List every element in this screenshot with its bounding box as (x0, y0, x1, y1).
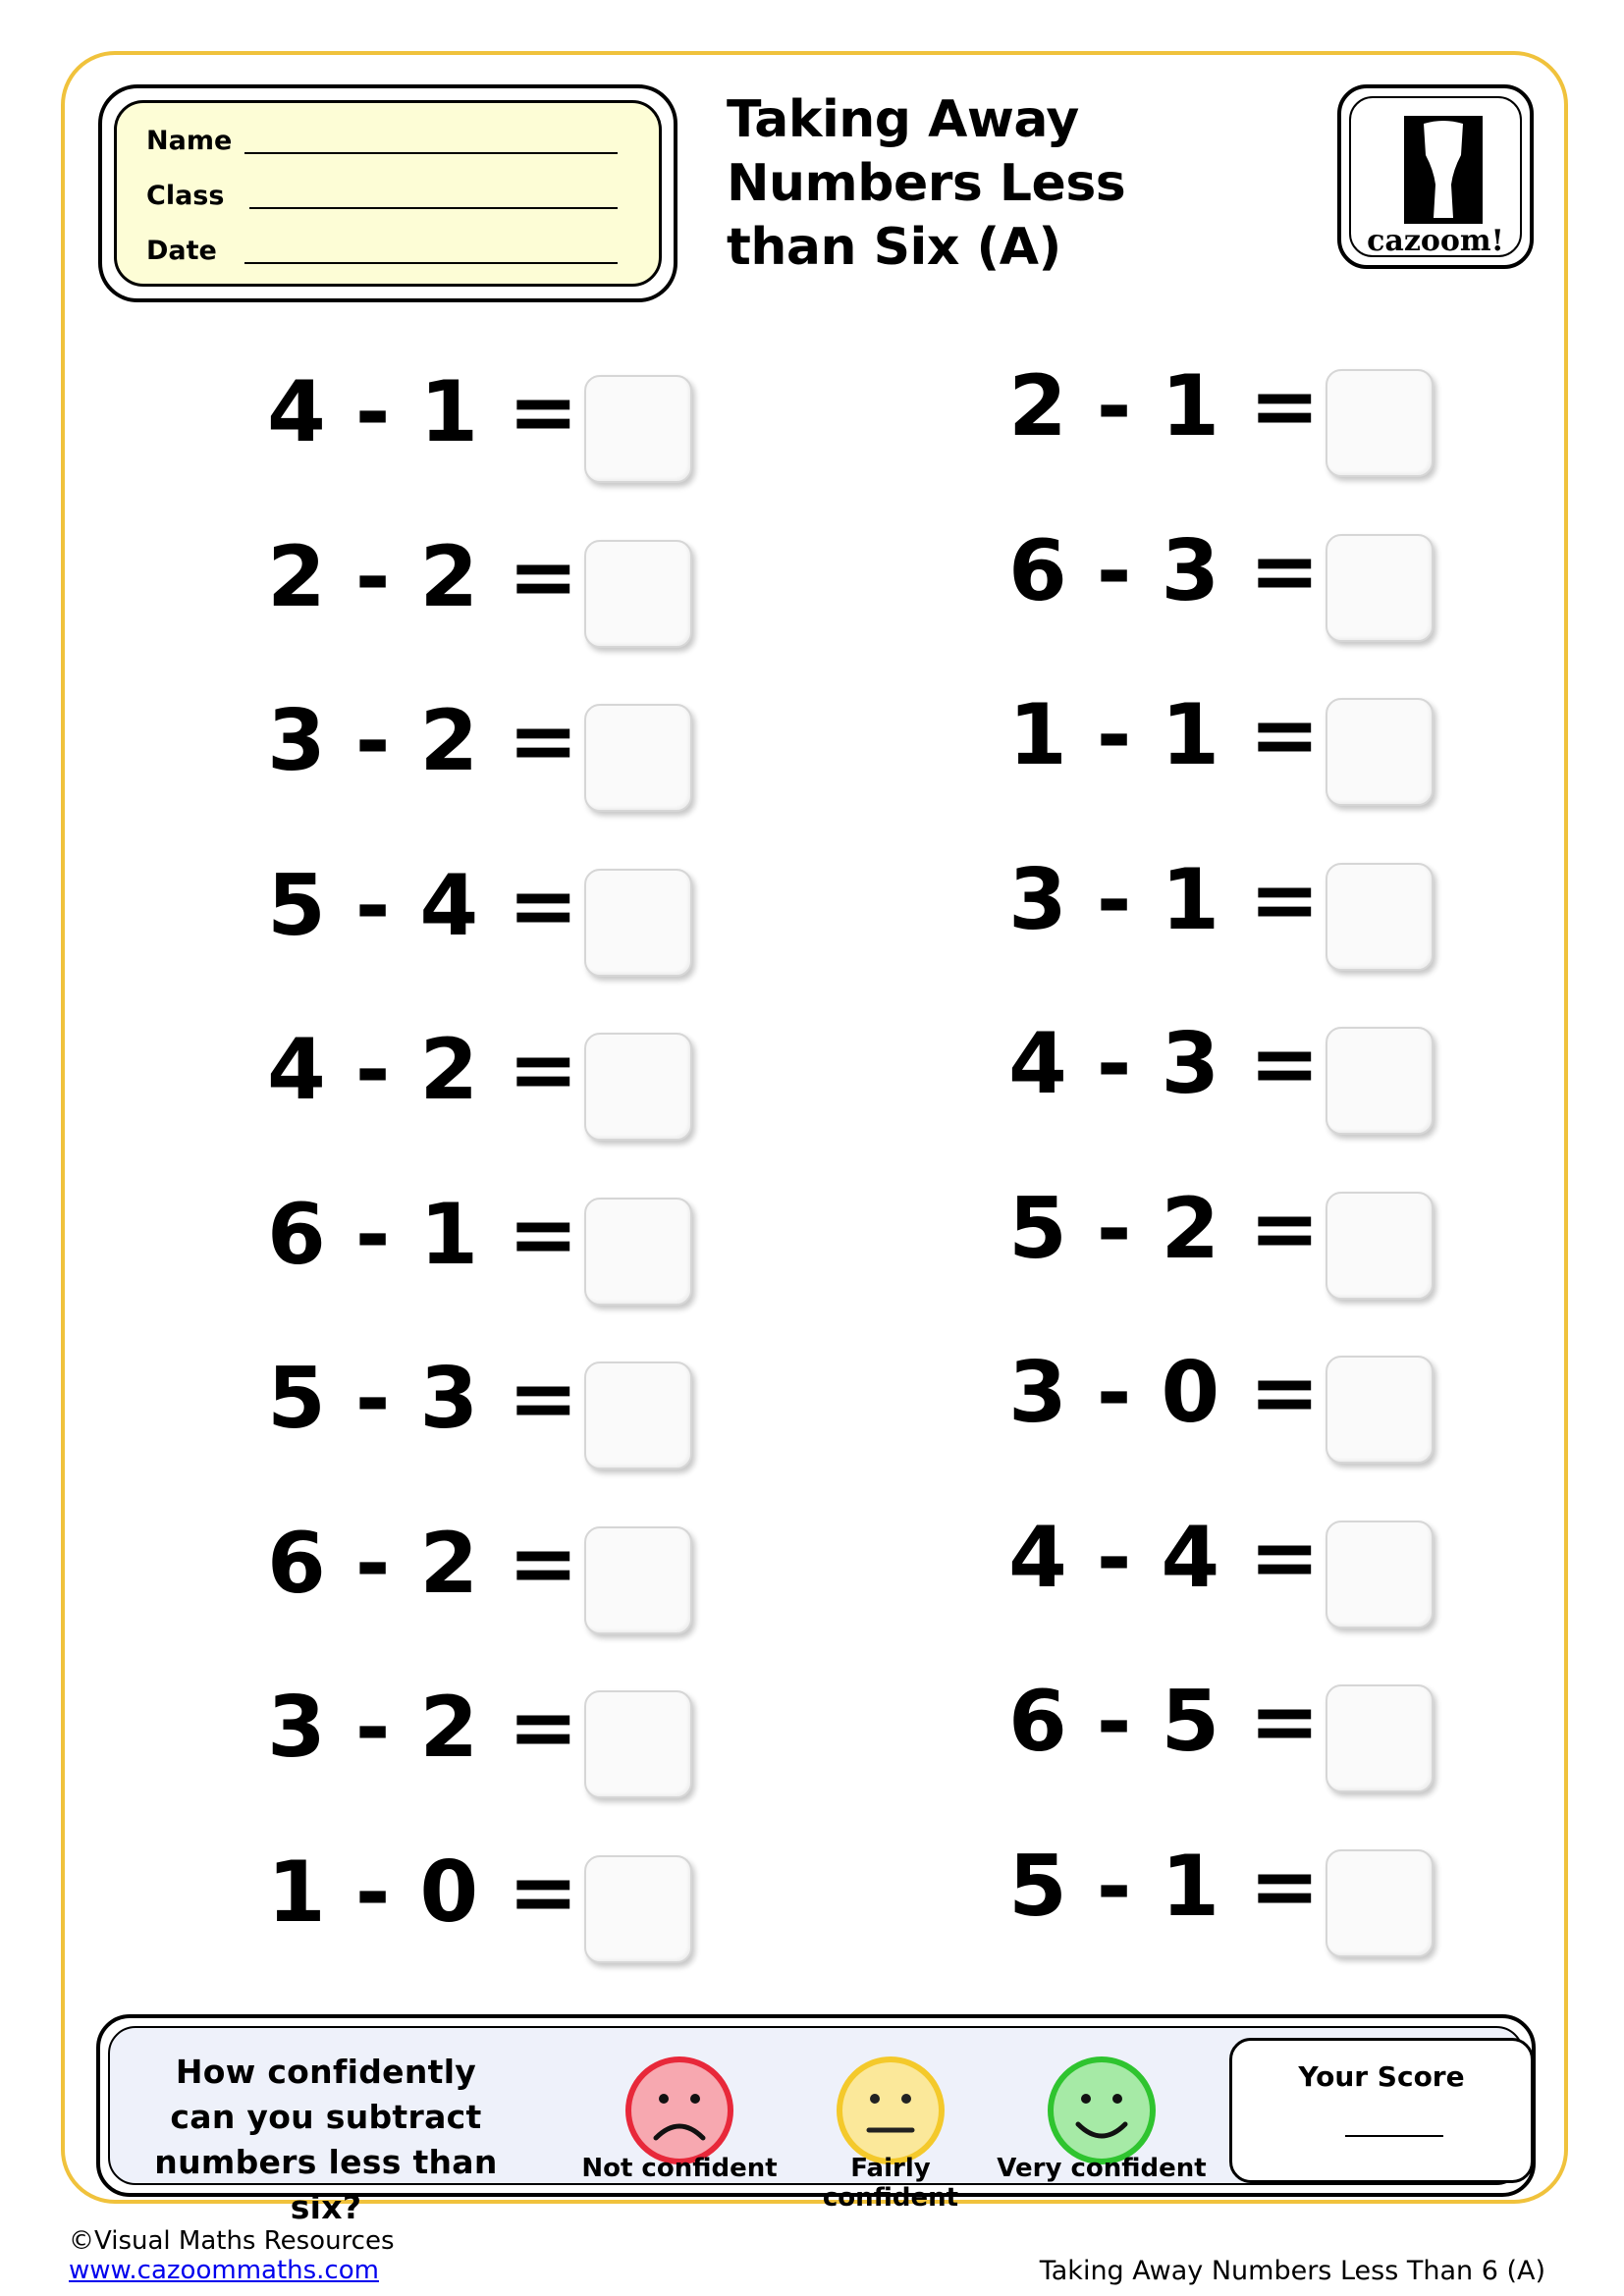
footer-worksheet-title: Taking Away Numbers Less Than 6 (A) (1039, 2256, 1545, 2286)
question-row (1008, 1828, 1519, 1946)
question-row (267, 1834, 778, 1951)
question-row (267, 1669, 778, 1787)
question-row (1008, 1005, 1519, 1123)
answer-box[interactable] (584, 1033, 692, 1141)
class-label: Class (146, 181, 225, 211)
question-row (267, 1176, 778, 1294)
question-text: 2 - 2 = (267, 527, 579, 626)
student-info-box (98, 84, 677, 302)
answer-box[interactable] (1326, 534, 1434, 642)
question-row (1008, 676, 1519, 794)
website-link[interactable]: www.cazoommaths.com (69, 2256, 379, 2285)
copyright-text: ©Visual Maths Resources (69, 2226, 395, 2256)
answer-box[interactable] (1326, 698, 1434, 806)
question-row (267, 1505, 778, 1623)
question-text: 2 - 1 = (1008, 357, 1321, 455)
question-text: 3 - 0 = (1008, 1344, 1321, 1442)
name-line[interactable] (244, 152, 618, 154)
date-line[interactable] (244, 262, 618, 264)
answer-box[interactable] (584, 1855, 692, 1963)
question-text: 4 - 4 = (1008, 1508, 1321, 1607)
answer-box[interactable] (1326, 863, 1434, 971)
answer-box[interactable] (584, 375, 692, 483)
question-row (1008, 1499, 1519, 1617)
drum-logo-icon (1404, 116, 1483, 224)
confidence-question: How confidently can you subtract numbers less than six? (154, 2053, 498, 2226)
answer-box[interactable] (584, 1526, 692, 1634)
date-label: Date (146, 236, 217, 266)
question-row (1008, 1170, 1519, 1288)
question-text: 1 - 1 = (1008, 686, 1321, 784)
question-row (267, 847, 778, 965)
question-row (267, 1011, 778, 1129)
logo-text: cazoom! (1367, 224, 1504, 258)
score-box[interactable] (1229, 2038, 1534, 2183)
answer-box[interactable] (1326, 1849, 1434, 1957)
question-text: 3 - 2 = (267, 692, 579, 790)
title-line-3: than Six (A) (727, 218, 1061, 277)
confidence-panel (96, 2014, 1536, 2226)
answer-box[interactable] (584, 704, 692, 812)
question-text: 5 - 3 = (267, 1350, 579, 1448)
question-text: 4 - 1 = (267, 363, 579, 461)
score-label: Your Score (1298, 2060, 1465, 2093)
question-text: 4 - 3 = (1008, 1015, 1321, 1113)
question-text: 5 - 1 = (1008, 1837, 1321, 1936)
question-row (1008, 1334, 1519, 1452)
answer-box[interactable] (584, 869, 692, 977)
question-text: 5 - 4 = (267, 856, 579, 955)
question-text: 6 - 3 = (1008, 521, 1321, 620)
answer-box[interactable] (1326, 1521, 1434, 1629)
question-text: 6 - 2 = (267, 1514, 579, 1613)
answer-box[interactable] (1326, 1027, 1434, 1135)
answer-box[interactable] (1326, 1356, 1434, 1464)
answer-box[interactable] (584, 540, 692, 648)
question-text: 3 - 2 = (267, 1679, 579, 1777)
question-row (267, 1340, 778, 1458)
answer-box[interactable] (584, 1362, 692, 1469)
name-label: Name (146, 126, 233, 156)
question-row (1008, 841, 1519, 959)
question-row (1008, 512, 1519, 630)
title-line-1: Taking Away (727, 90, 1079, 149)
answer-box[interactable] (584, 1198, 692, 1306)
cazoom-logo (1337, 84, 1534, 269)
class-row[interactable] (146, 176, 618, 215)
score-line[interactable] (1345, 2135, 1443, 2137)
question-text: 6 - 5 = (1008, 1673, 1321, 1771)
question-row (267, 682, 778, 800)
title-line-2: Numbers Less (727, 154, 1126, 213)
question-text: 1 - 0 = (267, 1842, 579, 1942)
answer-box[interactable] (584, 1690, 692, 1798)
question-text: 4 - 2 = (267, 1021, 579, 1119)
answer-box[interactable] (1326, 369, 1434, 477)
question-row (1008, 1663, 1519, 1781)
question-text: 5 - 2 = (1008, 1179, 1321, 1278)
date-row[interactable] (146, 231, 618, 270)
answer-box[interactable] (1326, 1684, 1434, 1792)
fairly-confident-label: Fairly confident (822, 2154, 959, 2213)
class-line[interactable] (249, 207, 618, 209)
very-confident-label: Very confident (997, 2154, 1207, 2183)
question-text: 6 - 1 = (267, 1185, 579, 1284)
question-row (1008, 347, 1519, 465)
answer-box[interactable] (1326, 1192, 1434, 1300)
not-confident-label: Not confident (581, 2154, 778, 2183)
question-text: 3 - 1 = (1008, 850, 1321, 949)
name-row[interactable] (146, 121, 618, 160)
worksheet-title (727, 88, 1178, 280)
question-row (267, 518, 778, 636)
question-row (267, 353, 778, 471)
